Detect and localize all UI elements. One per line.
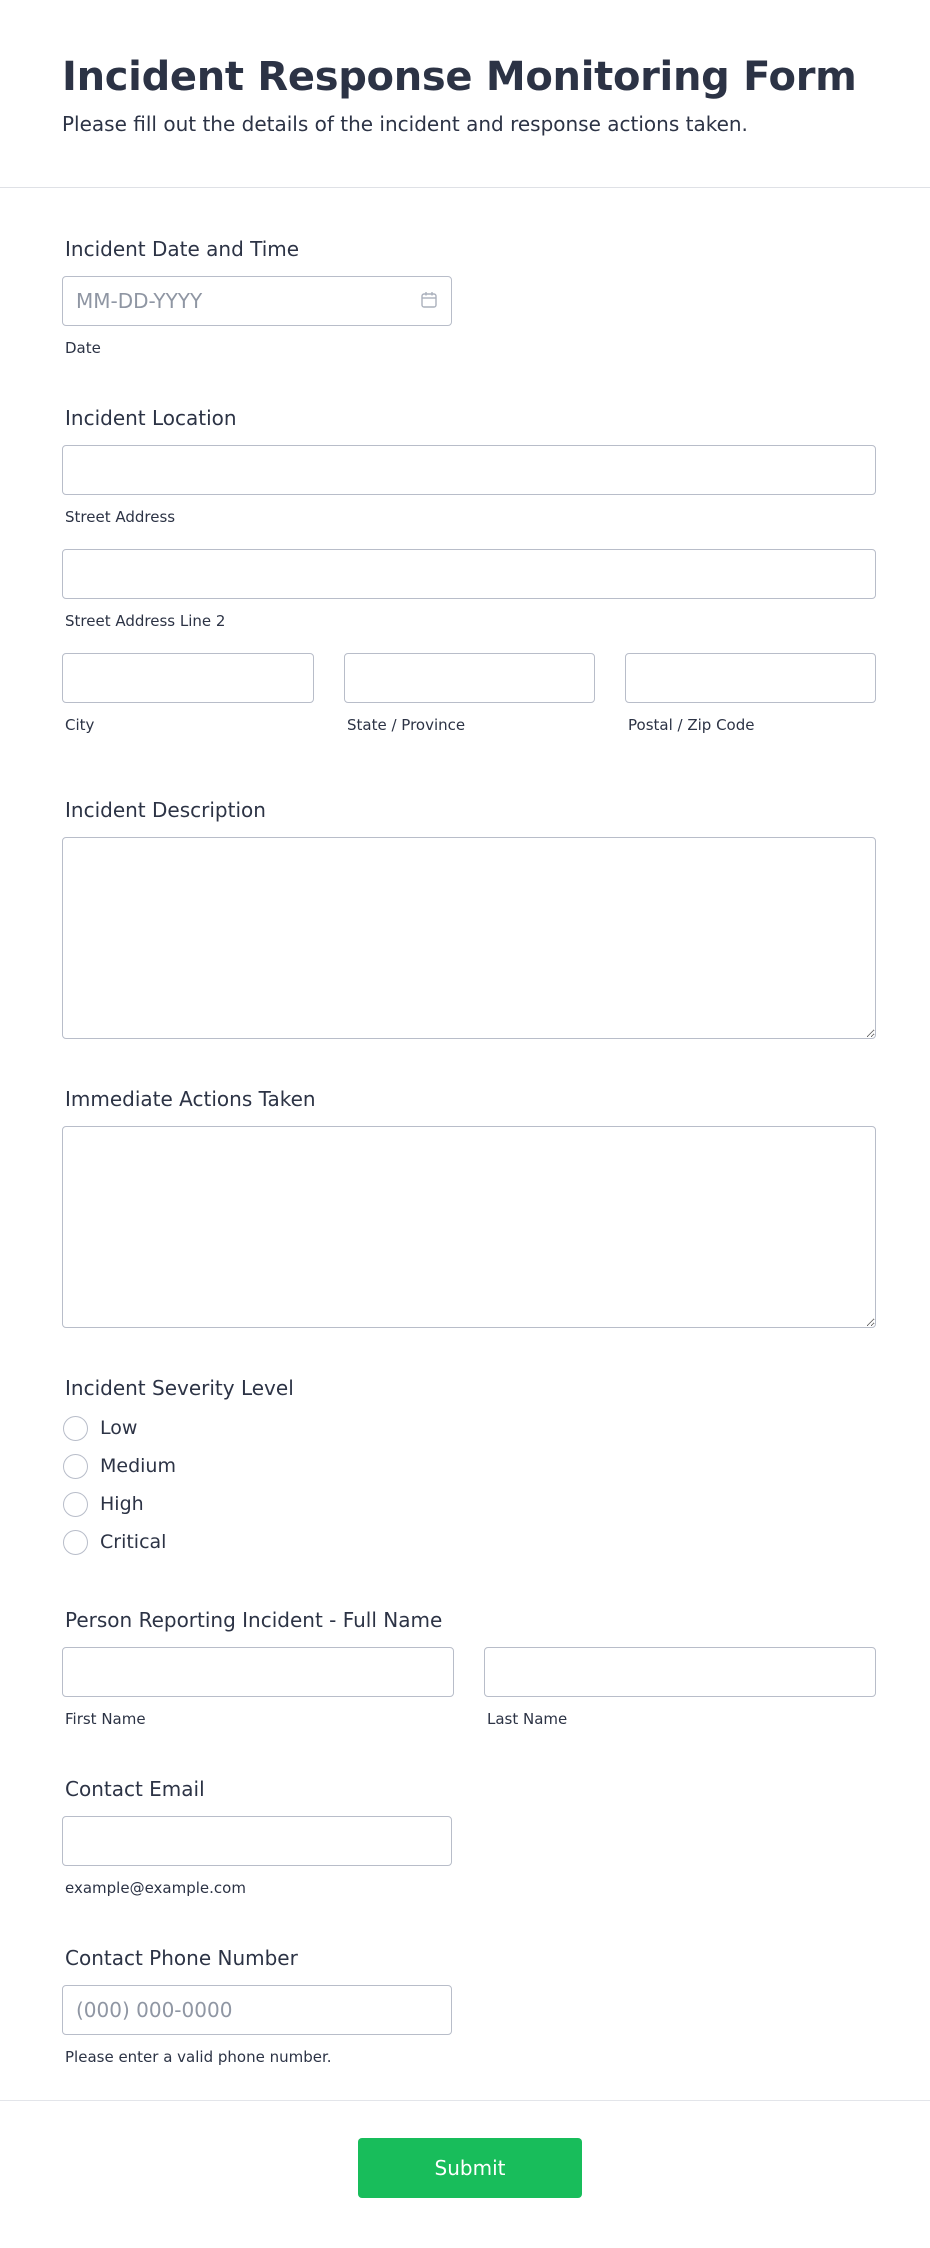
severity-option-low[interactable]	[63, 1409, 294, 1447]
phone-input[interactable]	[62, 1985, 452, 2035]
calendar-icon[interactable]	[420, 291, 438, 309]
immediate-actions-field	[62, 1086, 876, 1328]
zip-group	[625, 653, 876, 735]
radio-medium[interactable]	[63, 1454, 88, 1479]
reporter-name-field	[62, 1607, 876, 1729]
severity-field	[62, 1375, 294, 1561]
state-group	[344, 653, 595, 735]
form-subtitle: Please fill out the details of the incident and response actions taken.	[62, 112, 748, 136]
city-state-zip-row	[62, 653, 876, 735]
form-header	[0, 0, 930, 188]
radio-label-low: Low	[100, 1417, 138, 1439]
immediate-actions-label: Immediate Actions Taken	[65, 1087, 316, 1111]
incident-description-label: Incident Description	[65, 798, 266, 822]
city-sublabel: City	[65, 716, 95, 734]
radio-low[interactable]	[63, 1416, 88, 1441]
radio-critical[interactable]	[63, 1530, 88, 1555]
radio-label-high: High	[100, 1493, 144, 1515]
phone-sublabel: Please enter a valid phone number.	[65, 2048, 332, 2066]
form-title: Incident Response Monitoring Form	[62, 54, 857, 100]
incident-date-label: Incident Date and Time	[65, 237, 300, 261]
date-input-wrapper	[62, 276, 452, 326]
severity-options	[62, 1409, 294, 1561]
reporter-name-row	[62, 1647, 876, 1729]
incident-description-textarea[interactable]	[62, 837, 876, 1039]
incident-location-field	[62, 405, 876, 735]
incident-location-label: Incident Location	[65, 406, 237, 430]
submit-button[interactable]: Submit	[358, 2138, 582, 2198]
radio-label-medium: Medium	[100, 1455, 176, 1477]
date-sublabel: Date	[65, 339, 101, 357]
reporter-name-label: Person Reporting Incident - Full Name	[65, 1608, 443, 1632]
immediate-actions-textarea[interactable]	[62, 1126, 876, 1328]
contact-phone-label: Contact Phone Number	[65, 1946, 298, 1970]
radio-high[interactable]	[63, 1492, 88, 1517]
incident-description-field	[62, 797, 876, 1039]
street-address-sublabel: Street Address	[65, 508, 176, 526]
last-name-sublabel: Last Name	[487, 1710, 568, 1728]
last-name-input[interactable]	[484, 1647, 876, 1697]
severity-option-critical[interactable]	[63, 1523, 294, 1561]
first-name-sublabel: First Name	[65, 1710, 146, 1728]
date-input[interactable]	[62, 276, 452, 326]
city-input[interactable]	[62, 653, 314, 703]
state-sublabel: State / Province	[347, 716, 466, 734]
incident-date-field	[62, 236, 452, 358]
contact-phone-field	[62, 1945, 452, 2067]
form-footer	[0, 2100, 930, 2248]
street-address-line2-sublabel: Street Address Line 2	[65, 612, 226, 630]
contact-email-label: Contact Email	[65, 1777, 205, 1801]
first-name-group	[62, 1647, 454, 1729]
state-province-input[interactable]	[344, 653, 595, 703]
zip-sublabel: Postal / Zip Code	[628, 716, 755, 734]
street-address-line2-input[interactable]	[62, 549, 876, 599]
radio-label-critical: Critical	[100, 1531, 167, 1553]
email-sublabel: example@example.com	[65, 1879, 246, 1897]
city-group	[62, 653, 314, 735]
postal-zip-input[interactable]	[625, 653, 876, 703]
street-address-input[interactable]	[62, 445, 876, 495]
severity-option-medium[interactable]	[63, 1447, 294, 1485]
last-name-group	[484, 1647, 876, 1729]
severity-label: Incident Severity Level	[65, 1376, 294, 1400]
severity-option-high[interactable]	[63, 1485, 294, 1523]
first-name-input[interactable]	[62, 1647, 454, 1697]
contact-email-field	[62, 1776, 452, 1898]
email-input[interactable]	[62, 1816, 452, 1866]
